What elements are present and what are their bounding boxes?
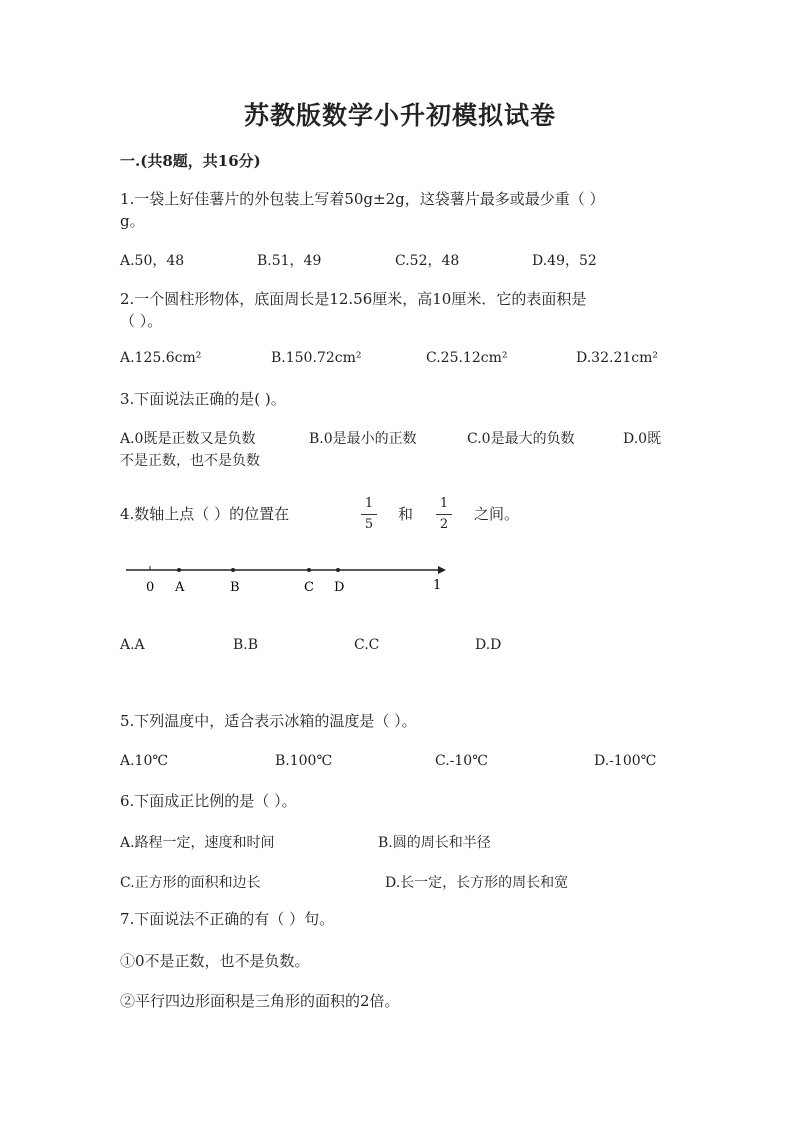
fraction-numerator: 1	[439, 496, 449, 511]
question-7-item-1: ①0不是正数，也不是负数。	[120, 952, 310, 970]
question-1-text: 1.一袋上好佳薯片的外包装上写着50g±2g，这袋薯片最多或最少重（ ）	[120, 190, 605, 208]
point-d-mark	[336, 568, 340, 572]
question-5-text: 5.下列温度中，适合表示冰箱的温度是（ ）。	[120, 712, 417, 730]
fraction-bar	[436, 514, 452, 515]
question-3-option-a: A.0既是正数又是负数	[120, 431, 256, 447]
label-d: D	[334, 580, 345, 595]
label-c: C	[304, 580, 314, 595]
question-7-item-2: ②平行四边形面积是三角形的面积的2倍。	[120, 992, 400, 1010]
question-3-option-d-cont: 不是正数，也不是负数	[120, 453, 260, 469]
label-a: A	[175, 580, 185, 595]
fraction-one-half	[435, 496, 453, 533]
question-4-suffix: 之间。	[474, 505, 520, 523]
page-title: 苏教版数学小升初模拟试卷	[243, 101, 556, 130]
question-4-option-a: A.A	[120, 637, 145, 653]
question-6-option-a: A.路程一定，速度和时间	[120, 835, 275, 851]
question-1-option-c: C.52，48	[395, 253, 460, 269]
number-line	[120, 555, 450, 600]
question-6-option-c: C.正方形的面积和边长	[120, 875, 261, 891]
question-6-option-b: B.圆的周长和半径	[378, 835, 491, 851]
fraction-one-fifth	[360, 496, 378, 533]
label-b: B	[230, 580, 240, 595]
point-c-mark	[307, 568, 311, 572]
section-header: 一.(共8题，共16分)	[120, 152, 261, 170]
question-3-option-c: C.0是最大的负数	[467, 431, 575, 447]
question-2-text-cont: （ ）。	[120, 312, 163, 330]
label-1: 1	[433, 578, 442, 593]
question-2-option-c: C.25.12cm²	[426, 350, 508, 366]
question-4-option-b: B.B	[233, 637, 259, 653]
question-4-text: 4.数轴上点（ ）的位置在	[120, 505, 290, 523]
question-2-option-a: A.125.6cm²	[120, 350, 202, 366]
question-3-option-b: B.0是最小的正数	[309, 431, 417, 447]
question-4-and: 和	[398, 505, 414, 523]
point-a-mark	[177, 568, 181, 572]
question-1-text-cont: g。	[120, 212, 145, 230]
fraction-bar	[361, 514, 377, 515]
question-5-option-d: D.-100℃	[594, 753, 657, 769]
question-5-option-a: A.10℃	[120, 753, 169, 769]
question-1-option-b: B.51，49	[257, 253, 322, 269]
question-2-text: 2.一个圆柱形物体，底面周长是12.56厘米，高10厘米．它的表面积是	[120, 290, 587, 308]
question-2-option-b: B.150.72cm²	[271, 350, 362, 366]
question-6-option-d: D.长一定，长方形的周长和宽	[385, 875, 569, 891]
question-1-option-a: A.50，48	[120, 253, 185, 269]
question-3-text: 3.下面说法正确的是( )。	[120, 390, 286, 408]
question-6-text: 6.下面成正比例的是（ ）。	[120, 792, 297, 810]
fraction-denominator: 2	[439, 517, 449, 532]
question-1-option-d: D.49，52	[532, 253, 597, 269]
fraction-denominator: 5	[364, 517, 374, 532]
question-4-option-d: D.D	[475, 637, 502, 653]
question-4-option-c: C.C	[354, 637, 380, 653]
question-5-option-b: B.100℃	[275, 753, 333, 769]
question-2-option-d: D.32.21cm²	[576, 350, 658, 366]
label-0: 0	[146, 580, 155, 595]
question-3-option-d: D.0既	[623, 431, 662, 447]
number-line-arrow	[438, 566, 446, 574]
point-b-mark	[231, 568, 235, 572]
question-7-text: 7.下面说法不正确的有（ ）句。	[120, 910, 335, 928]
question-5-option-c: C.-10℃	[435, 753, 488, 769]
fraction-numerator: 1	[364, 496, 374, 511]
